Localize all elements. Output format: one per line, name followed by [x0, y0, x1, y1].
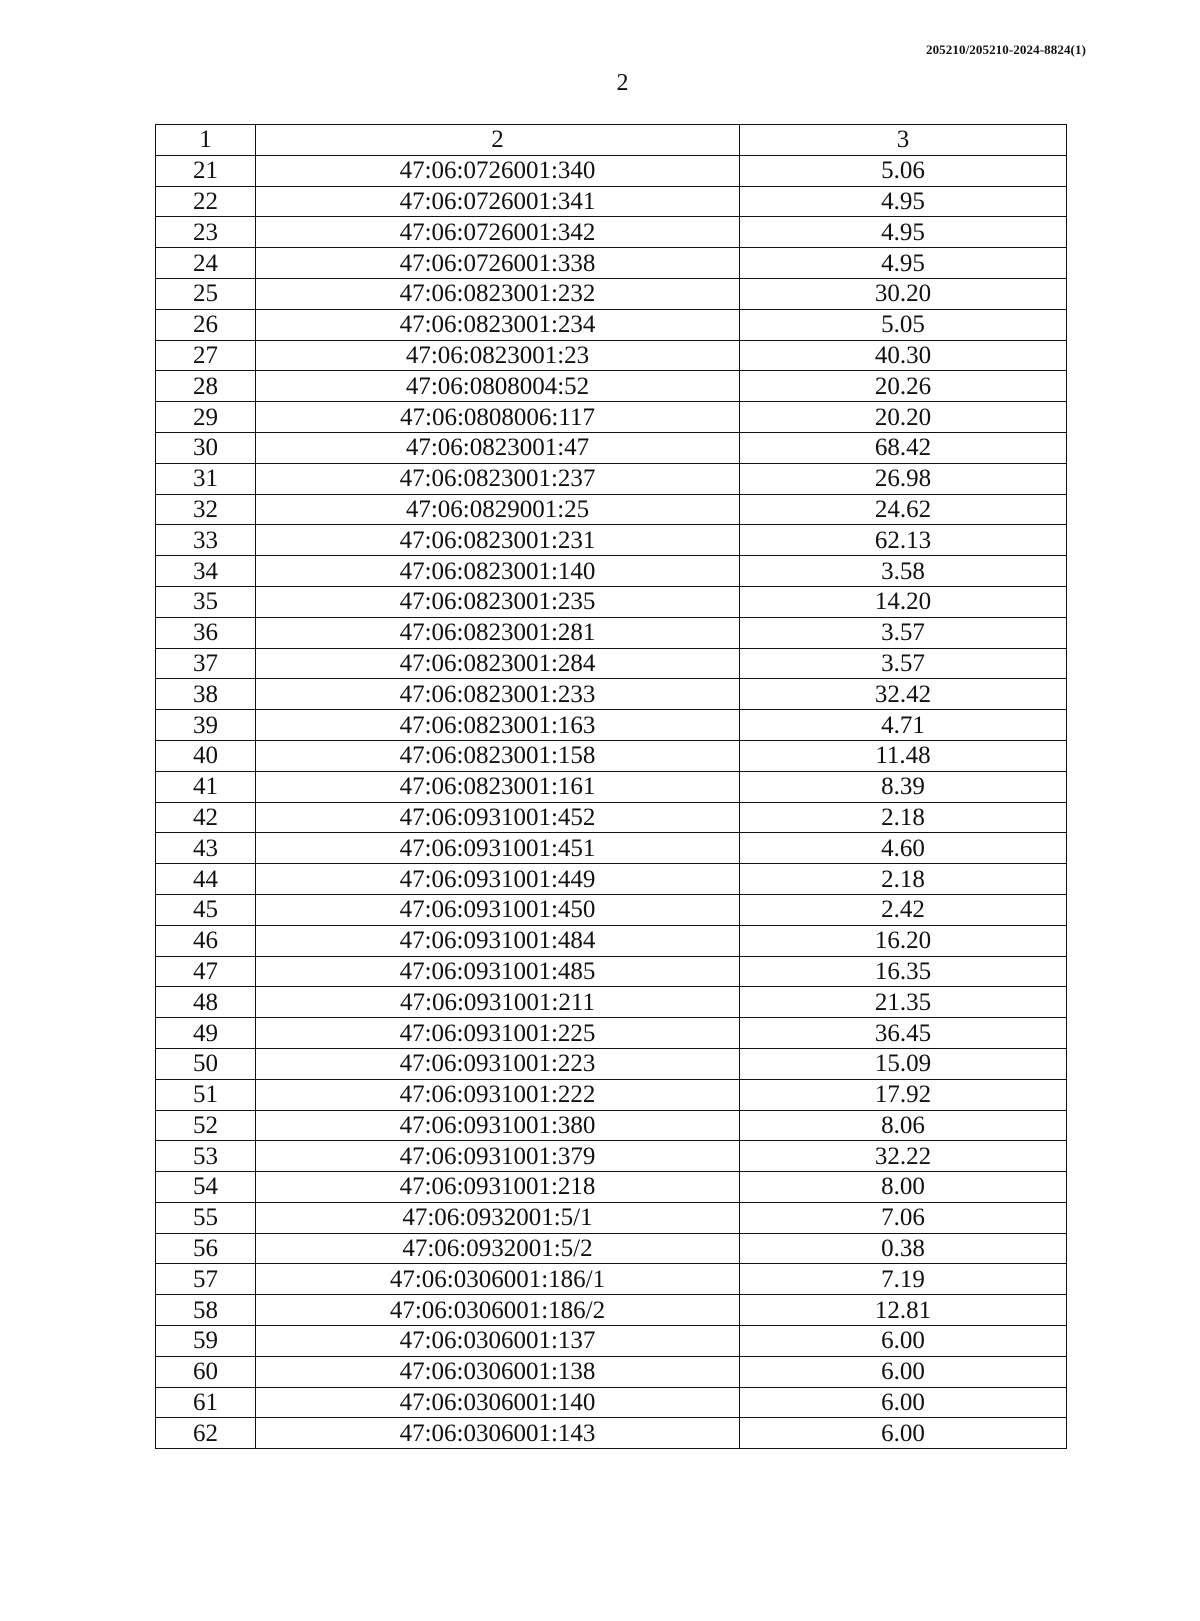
table-row [156, 987, 1067, 1018]
row-number-cell: 55 [156, 1202, 256, 1233]
table-row [156, 1326, 1067, 1357]
row-number-cell: 30 [156, 432, 256, 463]
area-value-cell: 24.62 [740, 494, 1067, 525]
area-value-cell: 0.38 [740, 1233, 1067, 1264]
area-value-cell: 30.20 [740, 278, 1067, 309]
area-value-cell: 21.35 [740, 987, 1067, 1018]
area-value-cell: 16.20 [740, 925, 1067, 956]
area-value-cell: 8.00 [740, 1172, 1067, 1203]
area-value-cell: 8.06 [740, 1110, 1067, 1141]
area-value-cell: 32.22 [740, 1141, 1067, 1172]
table-row [156, 494, 1067, 525]
row-number-cell: 50 [156, 1048, 256, 1079]
cadastral-number-cell: 47:06:0931001:450 [256, 894, 740, 925]
table-row [156, 740, 1067, 771]
area-value-cell: 7.19 [740, 1264, 1067, 1295]
cadastral-number-cell: 47:06:0931001:452 [256, 802, 740, 833]
row-number-cell: 61 [156, 1387, 256, 1418]
cadastral-number-cell: 47:06:0726001:342 [256, 217, 740, 248]
area-value-cell: 4.95 [740, 186, 1067, 217]
area-value-cell: 62.13 [740, 525, 1067, 556]
cadastral-number-cell: 47:06:0931001:485 [256, 956, 740, 987]
table-row [156, 648, 1067, 679]
row-number-cell: 24 [156, 248, 256, 279]
table-row [156, 340, 1067, 371]
row-number-cell: 31 [156, 463, 256, 494]
cadastral-number-cell: 47:06:0823001:281 [256, 617, 740, 648]
table-row [156, 1172, 1067, 1203]
row-number-cell: 46 [156, 925, 256, 956]
row-number-cell: 42 [156, 802, 256, 833]
table-row [156, 956, 1067, 987]
area-value-cell: 5.05 [740, 309, 1067, 340]
cadastral-number-cell: 47:06:0932001:5/2 [256, 1233, 740, 1264]
row-number-cell: 29 [156, 402, 256, 433]
area-value-cell: 2.18 [740, 802, 1067, 833]
table-row [156, 463, 1067, 494]
table-row [156, 586, 1067, 617]
area-value-cell: 5.06 [740, 155, 1067, 186]
area-value-cell: 16.35 [740, 956, 1067, 987]
table-row [156, 1048, 1067, 1079]
table-row [156, 1110, 1067, 1141]
cadastral-number-cell: 47:06:0931001:211 [256, 987, 740, 1018]
table-row [156, 432, 1067, 463]
cadastral-number-cell: 47:06:0823001:47 [256, 432, 740, 463]
area-value-cell: 3.57 [740, 617, 1067, 648]
area-value-cell: 2.42 [740, 894, 1067, 925]
table-row [156, 217, 1067, 248]
row-number-cell: 41 [156, 771, 256, 802]
table-row [156, 771, 1067, 802]
area-value-cell: 4.60 [740, 833, 1067, 864]
row-number-cell: 22 [156, 186, 256, 217]
table-row [156, 894, 1067, 925]
row-number-cell: 62 [156, 1418, 256, 1449]
cadastral-number-cell: 47:06:0726001:340 [256, 155, 740, 186]
cadastral-number-cell: 47:06:0823001:234 [256, 309, 740, 340]
row-number-cell: 47 [156, 956, 256, 987]
row-number-cell: 28 [156, 371, 256, 402]
row-number-cell: 37 [156, 648, 256, 679]
cadastral-number-cell: 47:06:0931001:380 [256, 1110, 740, 1141]
cadastral-number-cell: 47:06:0726001:338 [256, 248, 740, 279]
area-value-cell: 14.20 [740, 586, 1067, 617]
table-row [156, 833, 1067, 864]
table-row [156, 1079, 1067, 1110]
cadastral-number-cell: 47:06:0823001:158 [256, 740, 740, 771]
table-row [156, 1356, 1067, 1387]
cadastral-number-cell: 47:06:0726001:341 [256, 186, 740, 217]
table-row [156, 1233, 1067, 1264]
area-value-cell: 20.20 [740, 402, 1067, 433]
row-number-cell: 32 [156, 494, 256, 525]
table-row [156, 248, 1067, 279]
table-row [156, 309, 1067, 340]
column-header-3: 3 [740, 125, 1067, 156]
area-value-cell: 3.57 [740, 648, 1067, 679]
area-value-cell: 4.95 [740, 217, 1067, 248]
row-number-cell: 36 [156, 617, 256, 648]
row-number-cell: 43 [156, 833, 256, 864]
cadastral-number-cell: 47:06:0306001:137 [256, 1326, 740, 1357]
area-value-cell: 15.09 [740, 1048, 1067, 1079]
cadastral-number-cell: 47:06:0823001:161 [256, 771, 740, 802]
area-value-cell: 4.71 [740, 710, 1067, 741]
cadastral-number-cell: 47:06:0823001:237 [256, 463, 740, 494]
cadastral-number-cell: 47:06:0931001:451 [256, 833, 740, 864]
area-value-cell: 7.06 [740, 1202, 1067, 1233]
cadastral-number-cell: 47:06:0306001:186/2 [256, 1295, 740, 1326]
row-number-cell: 40 [156, 740, 256, 771]
area-value-cell: 17.92 [740, 1079, 1067, 1110]
cadastral-number-cell: 47:06:0823001:140 [256, 556, 740, 587]
cadastral-area-table [155, 124, 1067, 1449]
row-number-cell: 49 [156, 1018, 256, 1049]
table-row [156, 155, 1067, 186]
row-number-cell: 25 [156, 278, 256, 309]
cadastral-number-cell: 47:06:0823001:232 [256, 278, 740, 309]
table-row [156, 864, 1067, 895]
area-value-cell: 32.42 [740, 679, 1067, 710]
cadastral-number-cell: 47:06:0306001:186/1 [256, 1264, 740, 1295]
table-row [156, 556, 1067, 587]
area-value-cell: 3.58 [740, 556, 1067, 587]
area-value-cell: 68.42 [740, 432, 1067, 463]
table-row [156, 617, 1067, 648]
row-number-cell: 59 [156, 1326, 256, 1357]
cadastral-number-cell: 47:06:0823001:235 [256, 586, 740, 617]
row-number-cell: 44 [156, 864, 256, 895]
table-row [156, 1018, 1067, 1049]
row-number-cell: 57 [156, 1264, 256, 1295]
cadastral-number-cell: 47:06:0931001:225 [256, 1018, 740, 1049]
cadastral-number-cell: 47:06:0931001:379 [256, 1141, 740, 1172]
area-value-cell: 6.00 [740, 1418, 1067, 1449]
table-row [156, 1418, 1067, 1449]
area-value-cell: 6.00 [740, 1387, 1067, 1418]
cadastral-number-cell: 47:06:0931001:222 [256, 1079, 740, 1110]
row-number-cell: 52 [156, 1110, 256, 1141]
area-value-cell: 36.45 [740, 1018, 1067, 1049]
table-row [156, 710, 1067, 741]
row-number-cell: 39 [156, 710, 256, 741]
cadastral-number-cell: 47:06:0932001:5/1 [256, 1202, 740, 1233]
area-value-cell: 40.30 [740, 340, 1067, 371]
row-number-cell: 48 [156, 987, 256, 1018]
table-row [156, 802, 1067, 833]
row-number-cell: 38 [156, 679, 256, 710]
table-row [156, 925, 1067, 956]
cadastral-number-cell: 47:06:0808006:117 [256, 402, 740, 433]
area-value-cell: 20.26 [740, 371, 1067, 402]
row-number-cell: 34 [156, 556, 256, 587]
table-row [156, 402, 1067, 433]
cadastral-number-cell: 47:06:0306001:138 [256, 1356, 740, 1387]
row-number-cell: 56 [156, 1233, 256, 1264]
table-body [156, 125, 1067, 1449]
cadastral-number-cell: 47:06:0931001:218 [256, 1172, 740, 1203]
cadastral-number-cell: 47:06:0306001:140 [256, 1387, 740, 1418]
area-value-cell: 6.00 [740, 1356, 1067, 1387]
table-row [156, 1387, 1067, 1418]
column-header-2: 2 [256, 125, 740, 156]
area-value-cell: 8.39 [740, 771, 1067, 802]
cadastral-number-cell: 47:06:0823001:23 [256, 340, 740, 371]
cadastral-number-cell: 47:06:0823001:163 [256, 710, 740, 741]
area-value-cell: 2.18 [740, 864, 1067, 895]
row-number-cell: 58 [156, 1295, 256, 1326]
cadastral-number-cell: 47:06:0931001:449 [256, 864, 740, 895]
cadastral-number-cell: 47:06:0829001:25 [256, 494, 740, 525]
area-value-cell: 12.81 [740, 1295, 1067, 1326]
row-number-cell: 21 [156, 155, 256, 186]
cadastral-number-cell: 47:06:0808004:52 [256, 371, 740, 402]
row-number-cell: 60 [156, 1356, 256, 1387]
cadastral-number-cell: 47:06:0306001:143 [256, 1418, 740, 1449]
area-value-cell: 26.98 [740, 463, 1067, 494]
area-value-cell: 4.95 [740, 248, 1067, 279]
row-number-cell: 35 [156, 586, 256, 617]
row-number-cell: 33 [156, 525, 256, 556]
cadastral-number-cell: 47:06:0931001:484 [256, 925, 740, 956]
cadastral-number-cell: 47:06:0823001:231 [256, 525, 740, 556]
page-number: 2 [616, 70, 629, 96]
table-row [156, 525, 1067, 556]
row-number-cell: 54 [156, 1172, 256, 1203]
row-number-cell: 53 [156, 1141, 256, 1172]
table-row [156, 1202, 1067, 1233]
table-row [156, 371, 1067, 402]
cadastral-number-cell: 47:06:0823001:233 [256, 679, 740, 710]
document-reference-number: 205210/205210-2024-8824(1) [925, 42, 1086, 57]
area-value-cell: 6.00 [740, 1326, 1067, 1357]
row-number-cell: 26 [156, 309, 256, 340]
cadastral-number-cell: 47:06:0823001:284 [256, 648, 740, 679]
table-header-row [156, 125, 1067, 156]
table-row [156, 1264, 1067, 1295]
table-row [156, 278, 1067, 309]
row-number-cell: 23 [156, 217, 256, 248]
row-number-cell: 27 [156, 340, 256, 371]
table-row [156, 1295, 1067, 1326]
row-number-cell: 45 [156, 894, 256, 925]
table-row [156, 1141, 1067, 1172]
area-value-cell: 11.48 [740, 740, 1067, 771]
table-row [156, 186, 1067, 217]
row-number-cell: 51 [156, 1079, 256, 1110]
column-header-1: 1 [156, 125, 256, 156]
table-row [156, 679, 1067, 710]
cadastral-number-cell: 47:06:0931001:223 [256, 1048, 740, 1079]
